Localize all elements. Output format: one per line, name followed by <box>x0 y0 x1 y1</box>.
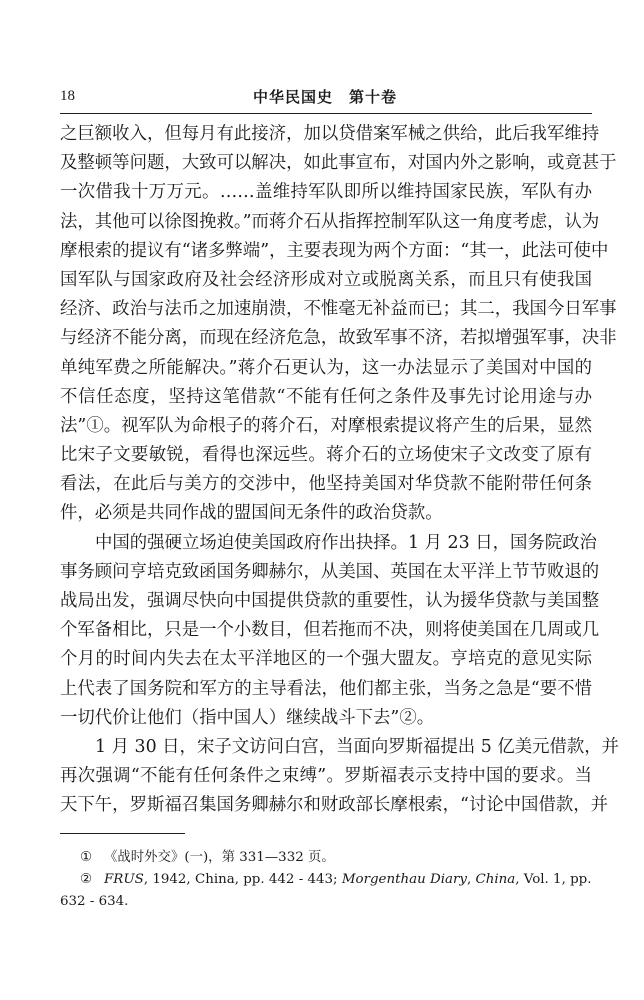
citation-title: FRUS <box>104 872 144 887</box>
text-line: 之巨额收入，但每月有此接济，加以贷借案军械之供给，此后我军维持 <box>60 124 600 144</box>
text-line: 天下午，罗斯福召集国务卿赫尔和财政部长摩根索，“讨论中国借款，并 <box>60 795 609 816</box>
footnote-marker: ② <box>80 872 93 887</box>
text-line: 再次强调“不能有任何条件之束缚”。罗斯福表示支持中国的要求。当 <box>60 766 592 787</box>
text-line: 1 月 30 日，宋子文访问白宫，当面向罗斯福提出 5 亿美元借款，并 <box>95 736 620 757</box>
citation-text: , <box>466 872 476 887</box>
citation-text: , 1942, China, pp. 442 - 443; <box>143 872 342 887</box>
footnote-2-continuation: 632 - 634. <box>60 894 129 909</box>
text-line: 法，其他可以徐图挽救。”而蒋介石从指挥控制军队这一角度考虑，认为 <box>60 211 600 232</box>
citation-text: , Vol. 1, pp. <box>515 872 592 887</box>
running-title: 中华民国史 第十卷 <box>252 88 397 106</box>
text-line: 国军队与国家政府及社会经济形成对立或脱离关系，而且只有使我国 <box>60 269 592 290</box>
text-line: 摩根索的提议有“诸多弊端”，主要表现为两个方面：“其一，此法可使中 <box>60 240 609 261</box>
footnotes <box>60 847 592 913</box>
text-line: 不信任态度，坚持这笔借款“不能有任何之条件及事先讨论用途与办 <box>60 386 592 407</box>
footnote-rule <box>60 833 185 834</box>
paragraph <box>60 529 600 733</box>
citation-title: China <box>475 872 516 887</box>
text-line: 与经济不能分离，而现在经济危急，故致军事不济，若拟增强军事，决非 <box>60 328 617 349</box>
text-line: 经济、政治与法币之加速崩溃，不惟毫无补益而已；其二，我国今日军事 <box>60 299 617 320</box>
footnote-2 <box>60 869 592 891</box>
text-line: 及整顿等问题，大致可以解决，如此事宣布，对国内外之影响，或竟甚于 <box>60 153 617 174</box>
body-text <box>60 120 620 821</box>
footnote-marker: ① <box>80 850 93 865</box>
header-rule <box>60 113 592 114</box>
text-line: 法”①。视军队为命根子的蒋介石，对摩根索提议将产生的后果，显然 <box>60 415 592 436</box>
text-line: 个军备相比，只是一个小数目，但若拖而不决，则将使美国在几周或几 <box>60 620 600 641</box>
text-line: 一切代价让他们（指中国人）继续战斗下去”②。 <box>60 707 435 728</box>
page-header <box>60 86 590 110</box>
text-line: 中国的强硬立场迫使美国政府作出抉择。1 月 23 日，国务院政治 <box>95 532 597 553</box>
footnote-text: 《战时外交》(一)，第 331—332 页。 <box>104 850 335 865</box>
text-line: 一次借我十万万元。……盖维持军队即所以维持国家民族，军队有办 <box>60 182 592 203</box>
text-line: 上代表了国务院和军方的主导看法，他们都主张，当务之急是“要不惜 <box>60 678 592 699</box>
text-line: 件，必须是共同作战的盟国间无条件的政治贷款。 <box>60 503 443 524</box>
text-line: 看法，在此后与美方的交涉中，他坚持美国对华贷款不能附带任何条 <box>60 474 592 495</box>
paragraph <box>60 733 620 821</box>
paragraph <box>60 120 617 529</box>
page-number: 18 <box>60 88 75 104</box>
footnote-text <box>104 872 591 887</box>
text-line: 比宋子文要敏锐，看得也深远些。蒋介石的立场使宋子文改变了原有 <box>60 445 592 466</box>
text-line: 个月的时间内失去在太平洋地区的一个强大盟友。亨培克的意见实际 <box>60 649 592 670</box>
citation-title: Morgenthau Diary <box>341 872 467 887</box>
footnote-1 <box>60 847 592 869</box>
text-line: 单纯军费之所能解决。”蒋介石更认为，这一办法显示了美国对中国的 <box>60 357 592 378</box>
text-line: 战局出发，强调尽快向中国提供贷款的重要性，认为援华贷款与美国整 <box>60 591 600 611</box>
text-line: 事务顾问亨培克致函国务卿赫尔，从美国、英国在太平洋上节节败退的 <box>60 561 600 582</box>
